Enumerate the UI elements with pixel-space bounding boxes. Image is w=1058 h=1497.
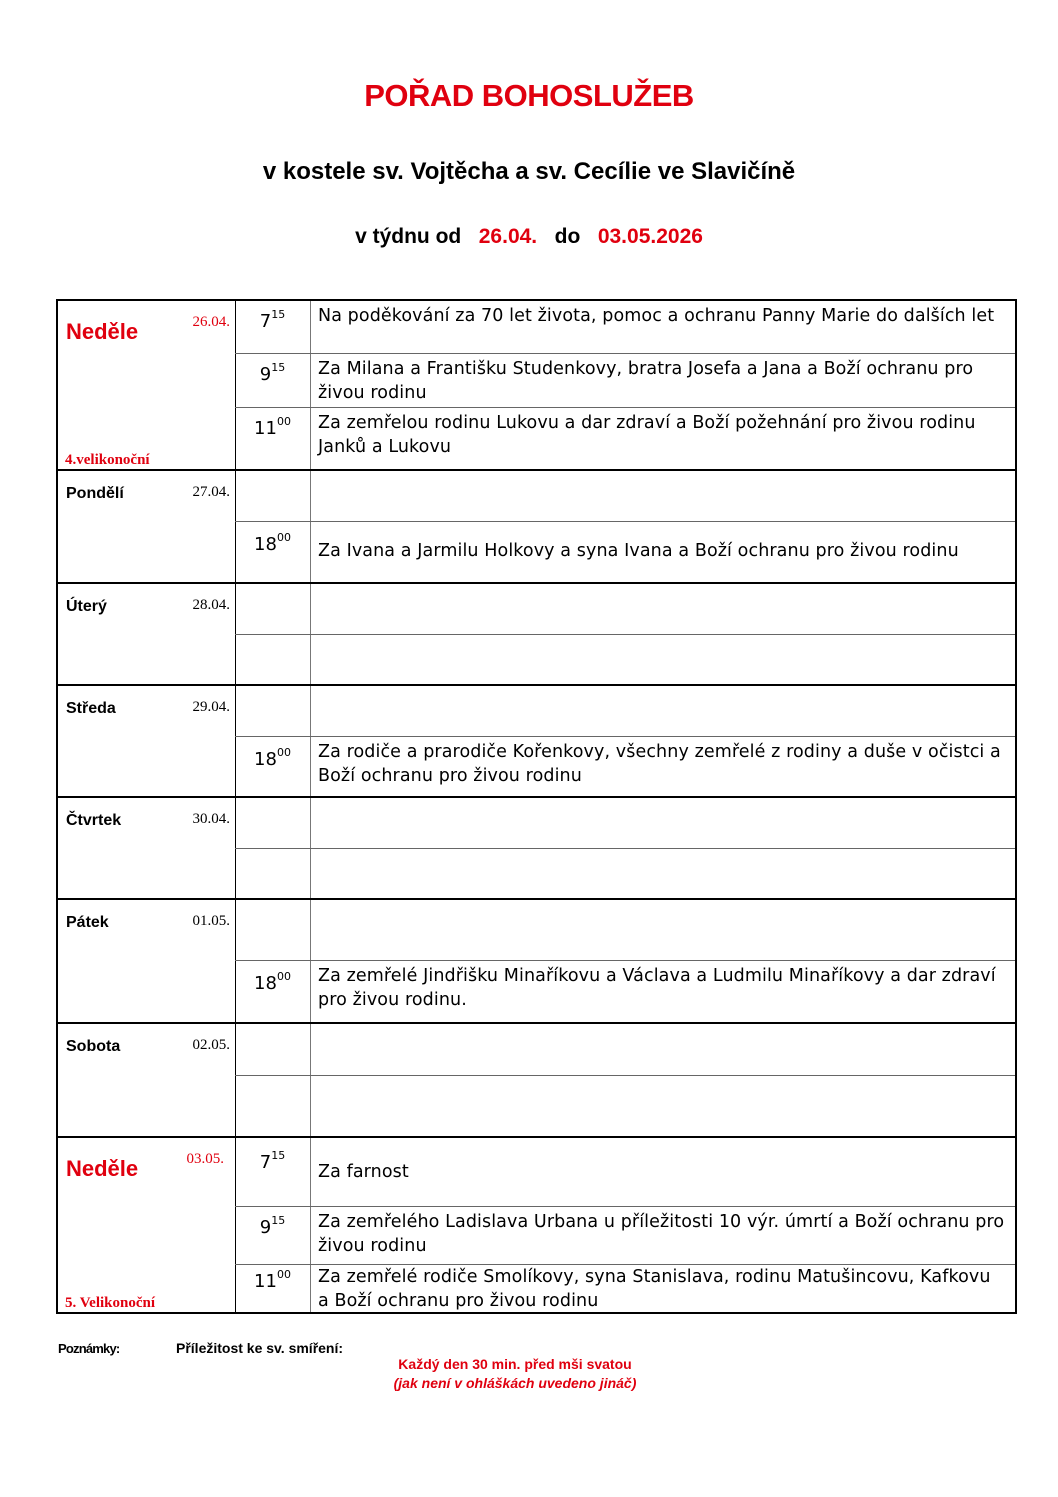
- confession-heading: Příležitost ke sv. smíření:: [176, 1340, 344, 1356]
- mass-intention: Za rodiče a prarodiče Kořenkovy, všechny zemřelé z rodiny a duše v očistci a Boží ochranu pro živou rodinu: [318, 742, 1001, 786]
- day-date: 26.04.: [192, 314, 230, 330]
- mass-slot: [235, 1138, 1015, 1206]
- day-row-thursday: [56, 796, 1017, 900]
- mass-slot: [235, 736, 1015, 797]
- feast-label: 4.velikonoční: [65, 452, 150, 468]
- mass-slot: [235, 1206, 1015, 1265]
- time-minute: 00: [276, 531, 291, 544]
- mass-slot: [235, 960, 1015, 1023]
- day-name: Pátek: [66, 914, 109, 931]
- mass-slot: [235, 848, 1015, 899]
- mass-intention: Za zemřelé Jindřišku Minaříkovu a Václava a Ludmilu Minaříkovy a dar zdraví pro živou rodinu.: [318, 966, 996, 1010]
- confession-note-line2: (jak není v ohláškách uvedeno jináč): [393, 1375, 637, 1391]
- mass-intention: Za Milana a Františku Studenkovy, bratra Josefa a Jana a Boží ochranu pro živou rodinu: [318, 359, 974, 403]
- time-hour: 9: [259, 364, 272, 385]
- week-from: 26.04.: [478, 225, 538, 248]
- day-row-wednesday: [56, 684, 1017, 798]
- week-prefix: v týdnu od: [355, 225, 462, 248]
- day-row-saturday: [56, 1022, 1017, 1138]
- mass-time: [235, 1214, 310, 1238]
- time-hour: 18: [254, 973, 277, 994]
- mass-intention: Za farnost: [318, 1162, 409, 1182]
- time-hour: 11: [254, 1271, 277, 1292]
- mass-slot: [235, 301, 1015, 353]
- time-hour: 7: [259, 1152, 272, 1173]
- mass-time: [235, 970, 310, 994]
- mass-intention: Za zemřelého Ladislava Urbana u příležitosti 10 výr. úmrtí a Boží ochranu pro živou rodinu: [318, 1212, 1005, 1256]
- day-name: Sobota: [66, 1038, 121, 1055]
- day-row-sunday-2: [56, 1136, 1017, 1314]
- day-name: Úterý: [66, 598, 107, 615]
- mass-time: [235, 1268, 310, 1292]
- mass-slot: [235, 353, 1015, 408]
- week-to: 03.05.2026: [597, 225, 703, 248]
- day-date: 27.04.: [192, 484, 230, 500]
- confession-note-line1: Každý den 30 min. před mši svatou: [398, 1356, 632, 1372]
- time-minute: 15: [271, 1149, 286, 1162]
- mass-intention: Na poděkování za 70 let života, pomoc a ochranu Panny Marie do dalších let: [318, 306, 995, 326]
- mass-intention: Za Ivana a Jarmilu Holkovy a syna Ivana a Boží ochranu pro živou rodinu: [318, 541, 959, 561]
- mass-slot: [235, 521, 1015, 583]
- church-subtitle: v kostele sv. Vojtěcha a sv. Cecílie ve Slavičíně: [262, 158, 796, 185]
- mass-slot: [235, 686, 1015, 736]
- time-minute: 00: [276, 1268, 291, 1281]
- week-mid: do: [554, 225, 581, 248]
- week-range: [0, 225, 1058, 249]
- notes-label: Poznámky:: [58, 1341, 120, 1356]
- time-hour: 11: [254, 418, 277, 439]
- day-name: Neděle: [66, 319, 139, 344]
- mass-slot: [235, 900, 1015, 960]
- time-hour: 18: [254, 749, 277, 770]
- feast-label: 5. Velikonoční: [65, 1295, 156, 1311]
- schedule-table: [56, 299, 1017, 1314]
- day-date: 28.04.: [192, 597, 230, 613]
- day-name: Středa: [66, 700, 116, 717]
- mass-time: [235, 531, 310, 555]
- day-name: Pondělí: [66, 485, 124, 502]
- mass-time: [235, 1149, 310, 1173]
- day-date: 01.05.: [192, 913, 230, 929]
- mass-intention: Za zemřelé rodiče Smolíkovy, syna Stanislava, rodinu Matušincovu, Kafkovu a Boží ochranu pro živou rodinu: [318, 1267, 991, 1311]
- time-hour: 9: [259, 1217, 272, 1238]
- day-name: Neděle: [66, 1156, 139, 1181]
- mass-slot: [235, 1024, 1015, 1075]
- mass-slot: [235, 584, 1015, 634]
- time-minute: 15: [271, 1214, 286, 1227]
- day-date: 29.04.: [192, 699, 230, 715]
- mass-slot: [235, 471, 1015, 521]
- mass-intention: Za zemřelou rodinu Lukovu a dar zdraví a Boží požehnání pro živou rodinu Janků a Lukovu: [318, 413, 976, 457]
- mass-slot: [235, 407, 1015, 470]
- day-row-friday: [56, 898, 1017, 1024]
- day-name: Čtvrtek: [66, 812, 122, 829]
- time-hour: 7: [259, 311, 272, 332]
- day-row-sunday-1: [56, 299, 1017, 471]
- mass-time: [235, 361, 310, 385]
- page-title: POŘAD BOHOSLUŽEB: [364, 78, 694, 113]
- mass-time: [235, 415, 310, 439]
- mass-time: [235, 308, 310, 332]
- day-date: 03.05.: [186, 1151, 224, 1167]
- time-minute: 15: [271, 361, 286, 374]
- time-minute: 00: [276, 415, 291, 428]
- mass-slot: [235, 1075, 1015, 1137]
- time-hour: 18: [254, 534, 277, 555]
- day-date: 02.05.: [192, 1037, 230, 1053]
- time-minute: 00: [276, 746, 291, 759]
- time-minute: 15: [271, 308, 286, 321]
- day-row-monday: [56, 469, 1017, 584]
- mass-time: [235, 746, 310, 770]
- day-row-tuesday: [56, 582, 1017, 686]
- mass-slot: [235, 798, 1015, 848]
- mass-slot: [235, 1264, 1015, 1313]
- day-date: 30.04.: [192, 811, 230, 827]
- time-minute: 00: [276, 970, 291, 983]
- mass-slot: [235, 634, 1015, 685]
